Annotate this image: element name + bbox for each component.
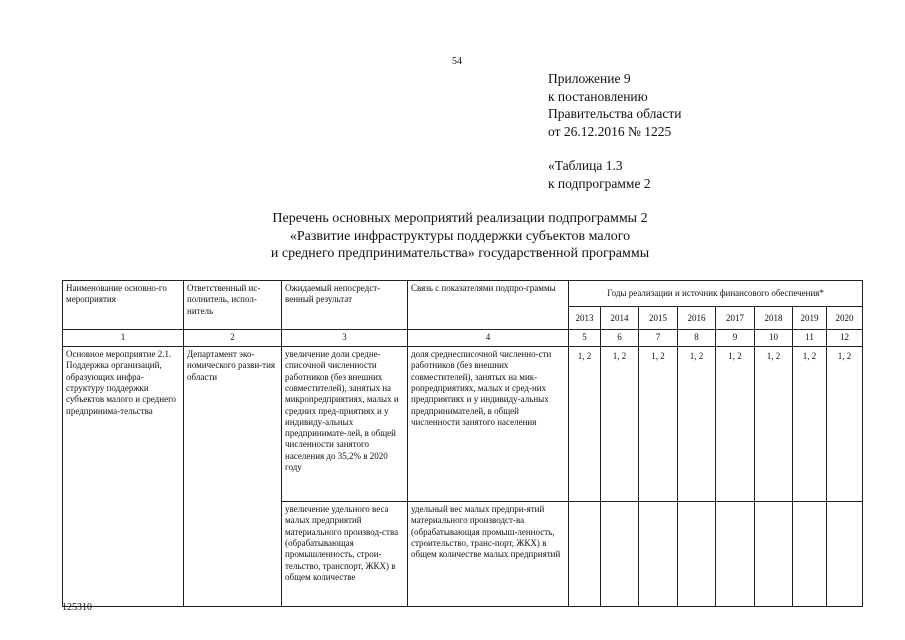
appendix-line: от 26.12.2016 № 1225: [548, 123, 672, 139]
column-number: 8: [678, 330, 716, 347]
empty-cell: [601, 502, 639, 607]
header-executor: Ответственный ис-полнитель, испол-нитель: [184, 281, 282, 330]
header-indicators-link: Связь с показателями подпро-граммы: [408, 281, 569, 330]
document-title: [180, 210, 740, 263]
year-header: 2018: [755, 307, 793, 330]
indicator-ref-cell: 1, 2: [639, 347, 678, 502]
indicator-ref-cell: 1, 2: [678, 347, 716, 502]
column-number: 2: [184, 330, 282, 347]
year-header: 2014: [601, 307, 639, 330]
column-number: 11: [793, 330, 827, 347]
column-number: 3: [282, 330, 408, 347]
empty-cell: [827, 502, 863, 607]
header-years-group: Годы реализации и источник финансового обеспечения*: [569, 281, 863, 307]
year-header: 2016: [678, 307, 716, 330]
empty-cell: [793, 502, 827, 607]
year-header: 2015: [639, 307, 678, 330]
measures-table: [62, 280, 863, 607]
result-cell: увеличение удельного веса малых предприятий материального производ-ства (обрабатывающая промышленность, строи-тельство, транспорт, ЖКХ) в общем количестве: [282, 502, 408, 607]
appendix-line: к постановлению: [548, 88, 648, 104]
indicator-ref-cell: 1, 2: [755, 347, 793, 502]
measure-name-cell: Основное мероприятие 2.1. Поддержка организаций, образующих инфра-структуру поддержки субъектов малого и среднего предпринима-тельства: [63, 347, 184, 607]
column-number: 10: [755, 330, 793, 347]
footer-code: 125310: [62, 602, 92, 613]
column-number: 4: [408, 330, 569, 347]
title-line: и среднего предпринимательства» государственной программы: [270, 246, 650, 261]
indicator-ref-cell: 1, 2: [793, 347, 827, 502]
table-reference-line: «Таблица 1.3: [548, 158, 623, 173]
column-number: 1: [63, 330, 184, 347]
column-number: 6: [601, 330, 639, 347]
indicator-ref-cell: 1, 2: [716, 347, 755, 502]
year-header: 2019: [793, 307, 827, 330]
appendix-line: Правительства области: [548, 106, 682, 121]
appendix-line: Приложение 9: [548, 71, 631, 86]
page-number: 54: [452, 56, 462, 67]
result-cell: увеличение доли средне-списочной численности работников (без внешних совместителей), занятых на микропредприятиях, малых и средних пред-приятиях и у индивиду-альных предпринимате-лей, в общей численности занятого населения до 35,2% в 2020 году: [282, 347, 408, 502]
year-header: 2013: [569, 307, 601, 330]
year-header: 2017: [716, 307, 755, 330]
title-line: Перечень основных мероприятий реализации подпрограммы 2: [272, 211, 648, 226]
indicator-link-cell: доля среднесписочной численно-сти работников (без внешних совместителей), занятых на мик-ропредприятиях, малых и сред-них предприятиях и у индивиду-альных предпринимателей, в общей численности занятого населения: [408, 347, 569, 502]
header-result: Ожидаемый непосредст-венный результат: [282, 281, 408, 330]
executor-cell: Департамент эко-номического разви-тия области: [184, 347, 282, 607]
header-name: Наименование основно-го мероприятия: [63, 281, 184, 330]
indicator-ref-cell: 1, 2: [569, 347, 601, 502]
empty-cell: [755, 502, 793, 607]
indicator-link-cell: удельный вес малых предпри-ятий материального производст-ва (обрабатывающая промыш-ленность, строительство, транс-порт, ЖКХ) в общем количестве малых предприятий: [408, 502, 569, 607]
column-number: 5: [569, 330, 601, 347]
empty-cell: [639, 502, 678, 607]
appendix-block: [548, 70, 681, 140]
empty-cell: [678, 502, 716, 607]
table-reference: [548, 157, 651, 192]
table-reference-line: к подпрограмме 2: [548, 175, 651, 191]
title-line: «Развитие инфраструктуры поддержки субъектов малого: [289, 228, 631, 244]
indicator-ref-cell: 1, 2: [601, 347, 639, 502]
column-number: 12: [827, 330, 863, 347]
empty-cell: [569, 502, 601, 607]
column-number: 7: [639, 330, 678, 347]
column-number: 9: [716, 330, 755, 347]
empty-cell: [716, 502, 755, 607]
year-header: 2020: [827, 307, 863, 330]
indicator-ref-cell: 1, 2: [827, 347, 863, 502]
